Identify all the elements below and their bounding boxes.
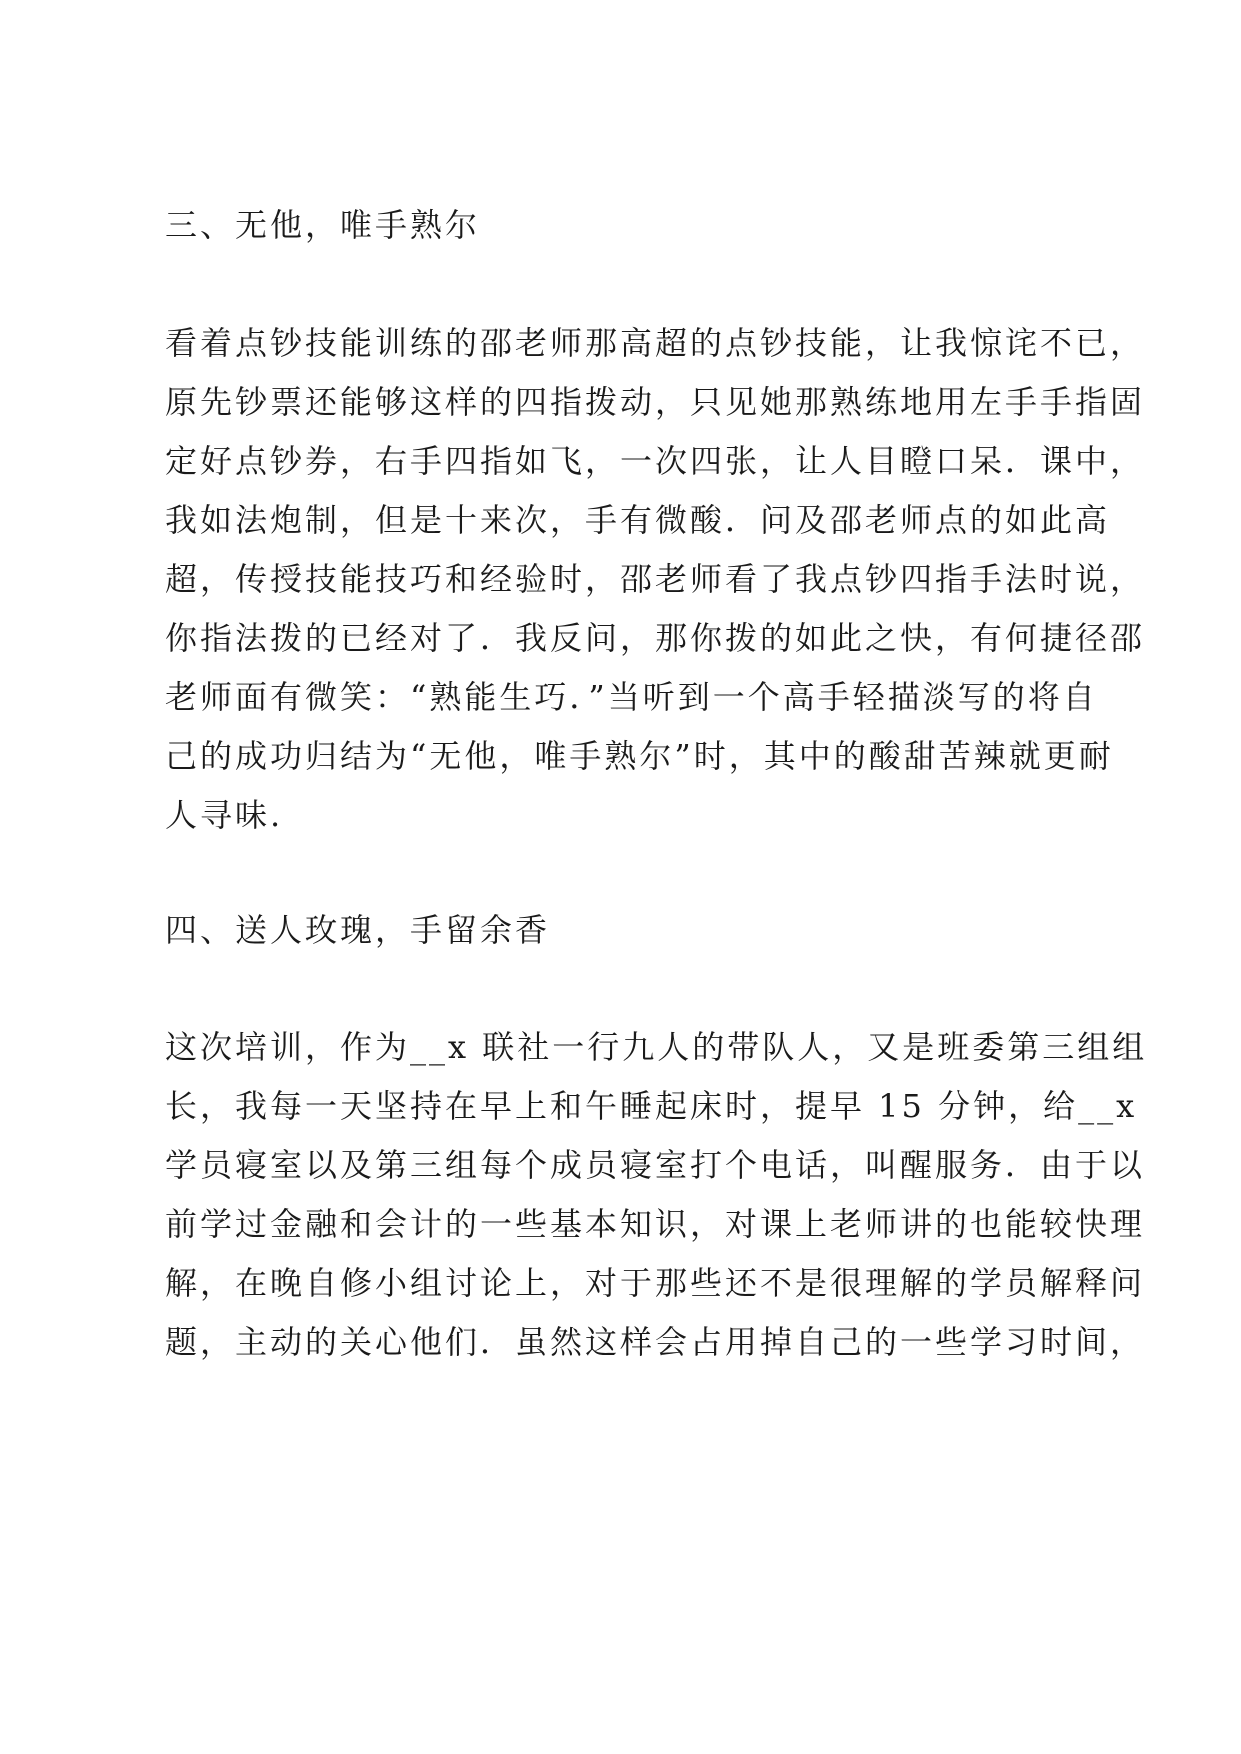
- section-3-line-5: 超，传授技能技巧和经验时，邵老师看了我点钞四指手法时说，: [165, 560, 1146, 598]
- section-4-line-4: 前学过金融和会计的一些基本知识，对课上老师讲的也能较快理: [165, 1205, 1146, 1243]
- section-3-line-3: 定好点钞券，右手四指如飞，一次四张，让人目瞪口呆．课中，: [165, 442, 1146, 480]
- section-4-line-3: 学员寝室以及第三组每个成员寝室打个电话，叫醒服务．由于以: [165, 1146, 1146, 1184]
- section-4-line-2: 长，我每一天坚持在早上和午睡起床时，提早 15 分钟，给__x: [165, 1087, 1138, 1125]
- section-3-line-4: 我如法炮制，但是十来次，手有微酸．问及邵老师点的如此高: [165, 501, 1111, 539]
- section-4-line-6: 题，主动的关心他们．虽然这样会占用掉自己的一些学习时间，: [165, 1323, 1146, 1361]
- section-3-line-7: 老师面有微笑：“熟能生巧．”当听到一个高手轻描淡写的将自: [165, 678, 1098, 716]
- section-3-line-6: 你指法拨的已经对了．我反问，那你拨的如此之快，有何捷径邵: [165, 619, 1146, 657]
- section-4-heading: 四、送人玫瑰，手留余香: [165, 911, 551, 949]
- section-4-line-1: 这次培训，作为__x 联社一行九人的带队人，又是班委第三组组: [165, 1028, 1148, 1066]
- section-3-line-8: 己的成功归结为“无他，唯手熟尔”时，其中的酸甜苦辣就更耐: [165, 737, 1114, 775]
- section-3-line-1: 看着点钞技能训练的邵老师那高超的点钞技能，让我惊诧不已，: [165, 324, 1146, 362]
- section-3-heading: 三、无他，唯手熟尔: [165, 206, 481, 244]
- section-3-line-2: 原先钞票还能够这样的四指拨动，只见她那熟练地用左手手指固: [165, 383, 1146, 421]
- section-3-line-9: 人寻味.: [165, 796, 284, 834]
- section-4-line-5: 解，在晚自修小组讨论上，对于那些还不是很理解的学员解释问: [165, 1264, 1146, 1302]
